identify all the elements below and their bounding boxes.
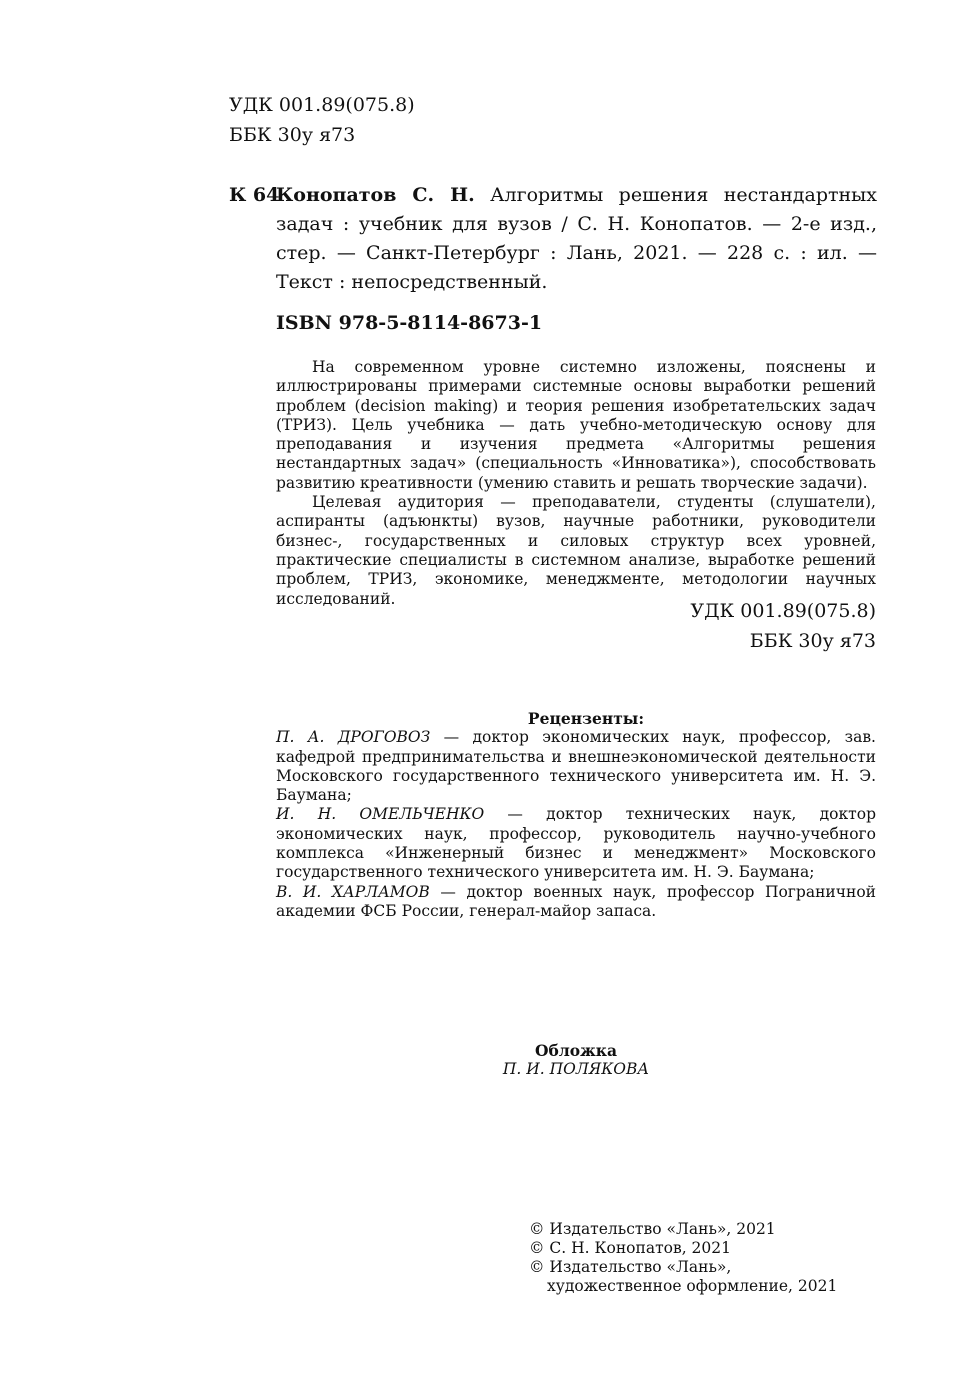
bibliographic-description — [276, 181, 877, 297]
copyright-line: © Издательство «Лань», — [529, 1258, 732, 1276]
reviewer-name: И. Н. ОМЕЛЬЧЕНКО — [276, 805, 485, 824]
catalog-entry — [229, 181, 877, 297]
bibliographic-text: Алгоритмы решения нестандартных задач : учебник для вузов / С. Н. Конопатов. — 2-е изд., стер. — Санкт-Петербург : Лань, 2021. — 228 с. : ил. — Текст : непосредственный. — [276, 184, 877, 293]
reviewer-description: — доктор военных наук, профессор Пограничной академии ФСБ России, генерал-майор запаса. — [276, 882, 876, 920]
cover-designer: П. И. ПОЛЯКОВА — [502, 1060, 650, 1078]
reviewer-name: В. И. ХАРЛАМОВ — [276, 882, 430, 901]
annotation-paragraph: На современном уровне системно изложены, пояснены и иллюстрированы примерами системные основы выработки решений проблем (decision making) и теория решения изобретательских задач (ТРИЗ). Цель учебника — дать учебно-методическую основу для преподавания и изучения предмета «Алгоритмы решения нестандартных задач» (специальность «Инноватика»), способствовать развитию креативности (умению ставить и решать творческие задачи). — [276, 358, 876, 492]
cover-label: Обложка — [535, 1041, 617, 1060]
isbn: ISBN 978-5-8114-8673-1 — [276, 312, 543, 334]
reviewers-heading: Рецензенты: — [527, 709, 645, 728]
reviewer-name: П. А. ДРОГОВОЗ — [276, 728, 431, 747]
author-mark: К 64 — [229, 184, 280, 206]
copyright-line: © Издательство «Лань», 2021 — [529, 1220, 776, 1238]
bbk-code: ББК 30у я73 — [749, 630, 876, 652]
reviewer-description: — доктор экономических наук, профессор, зав. кафедрой предпринимательства и внешнеэкономической деятельности Московского государственного технического университета им. Н. Э. Баумана; — [276, 728, 876, 805]
copyright-line: © С. Н. Конопатов, 2021 — [529, 1239, 732, 1257]
reviewer-entry — [276, 728, 876, 805]
copyright-line: художественное оформление, 2021 — [547, 1277, 838, 1295]
classification-codes-bottom — [600, 596, 876, 656]
reviewer-description: — доктор технических наук, доктор экономических наук, профессор, руководитель научно-учебного комплекса «Инженерный бизнес и менеджмент» Московского государственного технического университета им. Н. Э. Баумана; — [276, 805, 876, 882]
classification-codes-top — [229, 90, 415, 150]
reviewers-block — [276, 709, 876, 921]
bbk-code: ББК 30у я73 — [229, 124, 356, 146]
udk-code: УДК 001.89(075.8) — [229, 94, 415, 116]
udk-code: УДК 001.89(075.8) — [690, 600, 876, 622]
annotation — [276, 358, 876, 609]
reviewer-entry — [276, 805, 876, 882]
reviewer-entry — [276, 883, 876, 922]
author-name: Конопатов С. Н. — [276, 184, 475, 206]
copyright-block — [529, 1220, 837, 1296]
annotation-paragraph: Целевая аудитория — преподаватели, студенты (слушатели), аспиранты (адъюнкты) вузов, научные работники, руководители бизнес-, государственных и силовых структур всех уровней, практические специалисты в системном анализе, выработке решений проблем, ТРИЗ, экономике, менеджменте, методологии научных исследований. — [276, 493, 876, 608]
cover-credit — [426, 1041, 726, 1079]
